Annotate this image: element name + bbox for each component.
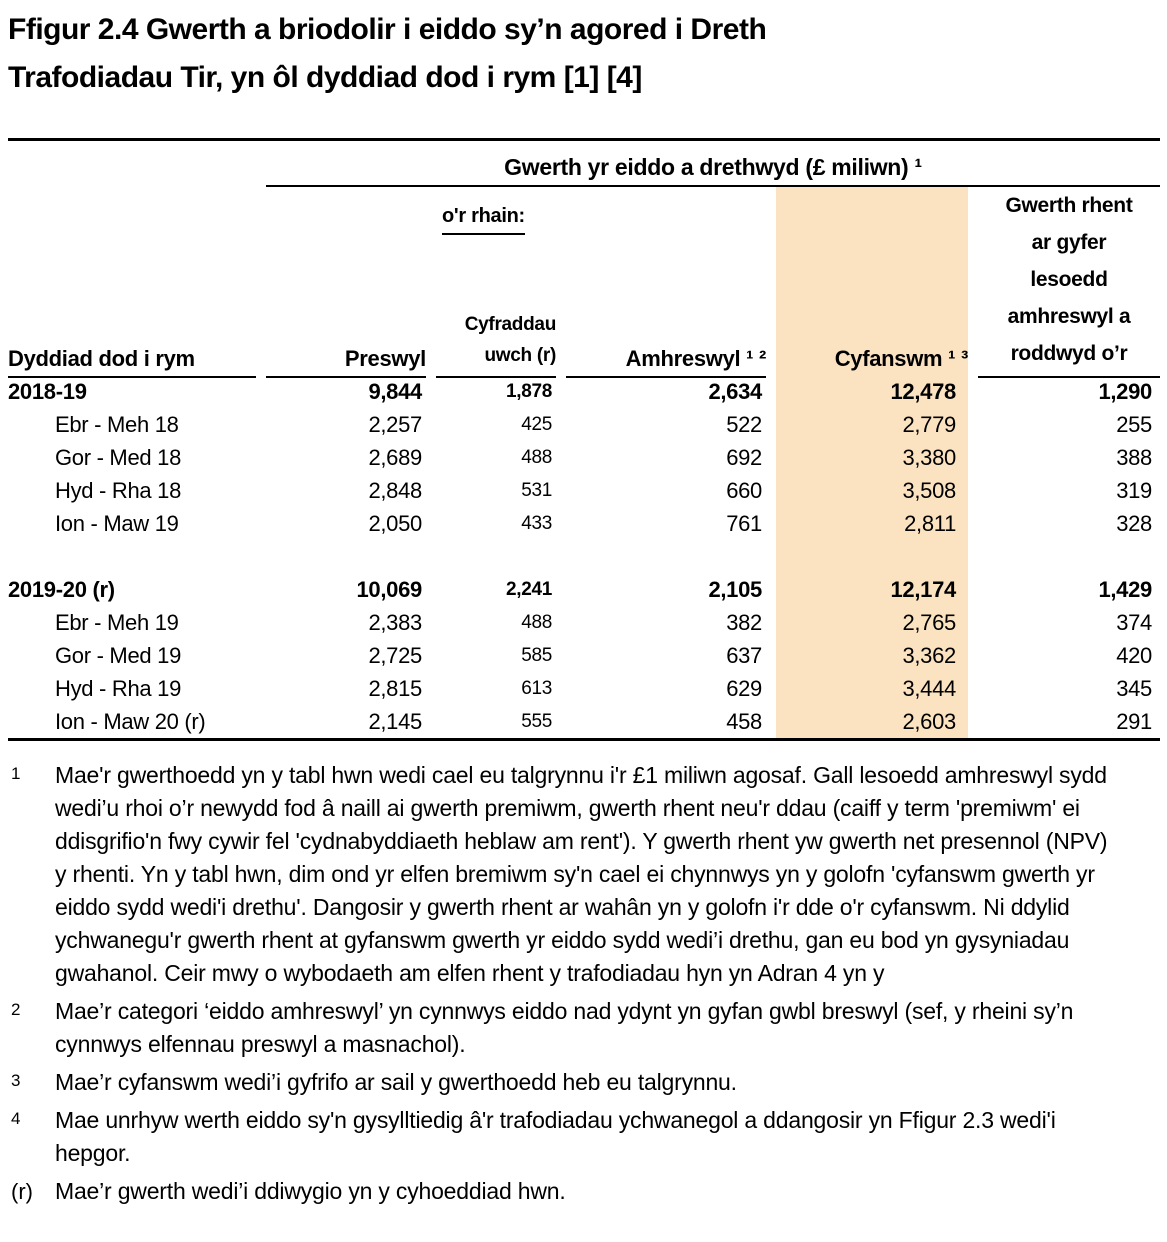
cell-total: 3,444	[776, 672, 968, 705]
col-header-rent-value-line-1: Gwerth rhent	[1005, 194, 1133, 217]
cell-total: 2,765	[776, 606, 968, 639]
col-header-higher-rates-line-1: Cyfraddau	[464, 314, 556, 335]
cell-non-residential: 637	[726, 642, 762, 668]
row-label: Hyd - Rha 18	[55, 477, 182, 503]
footnote-marker: (r)	[11, 1179, 33, 1204]
col-header-rent-value-line-2: ar gyfer	[1031, 231, 1107, 254]
col-header-non-residential	[566, 187, 766, 378]
table-bottom-rule	[8, 738, 1160, 741]
col-header-higher-rates-line-2: uwch (r)	[484, 345, 556, 366]
row-label: Gor - Med 19	[55, 642, 182, 668]
spacer-cell	[8, 540, 256, 573]
cell-rent-value: 420	[1116, 642, 1152, 668]
footnote	[8, 1066, 1167, 1099]
table-row	[8, 507, 1160, 540]
table-row	[8, 705, 1160, 738]
cell-rent-value: 1,429	[1098, 576, 1152, 602]
col-header-total	[776, 187, 968, 378]
cell-rent-value: 345	[1116, 675, 1152, 701]
spacer-cell	[776, 540, 968, 573]
group-spacer-row	[8, 540, 1160, 573]
col-header-residential	[266, 187, 426, 378]
cell-rent-value: 291	[1116, 708, 1152, 734]
cell-total: 12,478	[776, 375, 968, 408]
cell-rent-value: 328	[1116, 510, 1152, 536]
spacer-cell	[978, 540, 1160, 573]
cell-non-residential: 458	[726, 708, 762, 734]
cell-total: 2,811	[776, 507, 968, 540]
figure-title-line-2: Trafodiadau Tir, yn ôl dyddiad dod i rym [1] [4]	[8, 61, 642, 94]
col-header-rent-value-line-3: lesoedd	[1030, 268, 1108, 291]
table-row	[8, 375, 1160, 408]
footnote	[8, 759, 1167, 990]
table-body	[0, 375, 1167, 738]
footnote-text: Mae’r categori ‘eiddo amhreswyl’ yn cynnwys eiddo nad ydynt yn gyfan gwbl breswyl (sef, y rheini sy’n cynnwys elfennau preswyl a masnachol).	[55, 998, 1074, 1057]
row-label: Ebr - Meh 18	[55, 411, 179, 437]
col-header-date-label: Dyddiad dod i rym	[8, 346, 195, 371]
cell-higher-rates: 555	[521, 710, 552, 732]
cell-residential: 2,689	[368, 444, 422, 470]
table-row	[8, 639, 1160, 672]
cell-higher-rates: 2,241	[505, 578, 552, 600]
footnote-marker: 4	[11, 1109, 21, 1128]
col-header-date	[8, 187, 256, 378]
cell-rent-value: 255	[1116, 411, 1152, 437]
cell-rent-value: 1,290	[1098, 378, 1152, 404]
table-row	[8, 672, 1160, 705]
cell-higher-rates: 531	[521, 479, 552, 501]
cell-higher-rates: 488	[521, 611, 552, 633]
cell-total: 3,508	[776, 474, 968, 507]
footnote-text: Mae'r gwerthoedd yn y tabl hwn wedi cael eu talgrynnu i'r £1 miliwn agosaf. Gall lesoedd amhreswyl sydd wedi’u rhoi o’r newydd fod â naill ai gwerth premiwm, gwerth rhent neu'r ddau (caiff y term 'premiwm' ei ddisgrifio'n fwy cywir fel 'cydnabyddiaeth heblaw am rent'). Y gwerth rhent yw gwerth net presennol (NPV) y rhenti. Yn y tabl hwn, dim ond yr elfen bremiwm sy'n cael ei chynnwys yn y golofn 'cyfanswm gwerth yr eiddo sydd wedi'i drethu'. Dangosir y gwerth rhent ar wahân yn y golofn i'r dde o'r cyfanswm. Ni ddylid ychwanegu'r gwerth rhent at gyfanswm gwerth yr eiddo sydd wedi’i drethu, gan eu bod yn gysyniadau gwahanol. Ceir mwy o wybodaeth am elfen rhent y trafodiadau hyn yn Adran 4 yn y	[55, 762, 1108, 986]
cell-residential: 2,257	[368, 411, 422, 437]
footnote	[8, 1175, 1167, 1208]
cell-non-residential: 2,105	[708, 576, 762, 602]
cell-non-residential: 692	[726, 444, 762, 470]
column-header-row	[8, 187, 1160, 375]
cell-residential: 2,145	[368, 708, 422, 734]
table-row	[8, 573, 1160, 606]
cell-higher-rates: 613	[521, 677, 552, 699]
footnote-text: Mae’r gwerth wedi’i ddiwygio yn y cyhoeddiad hwn.	[55, 1178, 566, 1204]
col-header-residential-label: Preswyl	[344, 346, 426, 371]
cell-higher-rates: 488	[521, 446, 552, 468]
cell-non-residential: 660	[726, 477, 762, 503]
cell-rent-value: 374	[1116, 609, 1152, 635]
cell-non-residential: 761	[726, 510, 762, 536]
table-row	[8, 441, 1160, 474]
header-spacer	[436, 235, 556, 309]
spacer-cell	[566, 540, 766, 573]
row-label: Ion - Maw 20 (r)	[55, 708, 206, 734]
footnote-marker: 1	[11, 764, 21, 783]
table-row	[8, 606, 1160, 639]
cell-residential: 9,844	[368, 378, 422, 404]
row-label: Gor - Med 18	[55, 444, 182, 470]
figure-title	[8, 6, 1108, 102]
cell-higher-rates: 1,878	[505, 380, 552, 402]
cell-residential: 2,848	[368, 477, 422, 503]
cell-total: 2,603	[776, 705, 968, 738]
cell-residential: 2,383	[368, 609, 422, 635]
cell-non-residential: 382	[726, 609, 762, 635]
cell-residential: 2,725	[368, 642, 422, 668]
cell-total: 3,380	[776, 441, 968, 474]
band-header-row	[8, 141, 1160, 187]
cell-higher-rates: 433	[521, 512, 552, 534]
row-label: 2019-20 (r)	[8, 576, 115, 602]
cell-non-residential: 522	[726, 411, 762, 437]
band-header-taxed-value: Gwerth yr eiddo a drethwyd (£ miliwn) ¹	[266, 141, 1160, 187]
cell-higher-rates: 585	[521, 644, 552, 666]
row-label: Hyd - Rha 19	[55, 675, 182, 701]
spacer-cell	[266, 540, 426, 573]
figure-title-line-1: Ffigur 2.4 Gwerth a briodolir i eiddo sy’n agored i Dreth	[8, 13, 767, 46]
band-header-empty-cell	[8, 141, 256, 187]
spacer-cell	[436, 540, 556, 573]
col-header-rent-value-line-5: roddwyd o’r	[1010, 342, 1128, 365]
footnote-text: Mae unrhyw werth eiddo sy'n gysylltiedig â'r trafodiadau ychwanegol a ddangosir yn Ffigur 2.3 wedi'i hepgor.	[55, 1107, 1056, 1166]
col-header-non-residential-label: Amhreswyl ¹ ²	[625, 346, 766, 371]
col-header-rent-value-line-4: amhreswyl a	[1007, 305, 1131, 328]
footnotes	[8, 759, 1167, 1208]
footnote-text: Mae’r cyfanswm wedi’i gyfrifo ar sail y gwerthoedd heb eu talgrynnu.	[55, 1069, 737, 1095]
row-label: Ebr - Meh 19	[55, 609, 179, 635]
cell-non-residential: 2,634	[708, 378, 762, 404]
col-header-total-label: Cyfanswm ¹ ³	[834, 346, 968, 371]
footnote	[8, 995, 1167, 1061]
cell-higher-rates: 425	[521, 413, 552, 435]
table-row	[8, 408, 1160, 441]
table-row	[8, 474, 1160, 507]
of-which-label: o'r rhain:	[442, 205, 525, 235]
cell-non-residential: 629	[726, 675, 762, 701]
col-header-higher-rates	[436, 187, 556, 378]
footnote	[8, 1104, 1167, 1170]
cell-rent-value: 319	[1116, 477, 1152, 503]
cell-total: 2,779	[776, 408, 968, 441]
cell-residential: 10,069	[356, 576, 422, 602]
row-label: 2018-19	[8, 378, 87, 404]
cell-residential: 2,815	[368, 675, 422, 701]
cell-rent-value: 388	[1116, 444, 1152, 470]
col-header-rent-value	[978, 187, 1160, 378]
row-label: Ion - Maw 19	[55, 510, 179, 536]
cell-residential: 2,050	[368, 510, 422, 536]
cell-total: 3,362	[776, 639, 968, 672]
footnote-marker: 3	[11, 1071, 21, 1090]
cell-total: 12,174	[776, 573, 968, 606]
footnote-marker: 2	[11, 1000, 21, 1019]
